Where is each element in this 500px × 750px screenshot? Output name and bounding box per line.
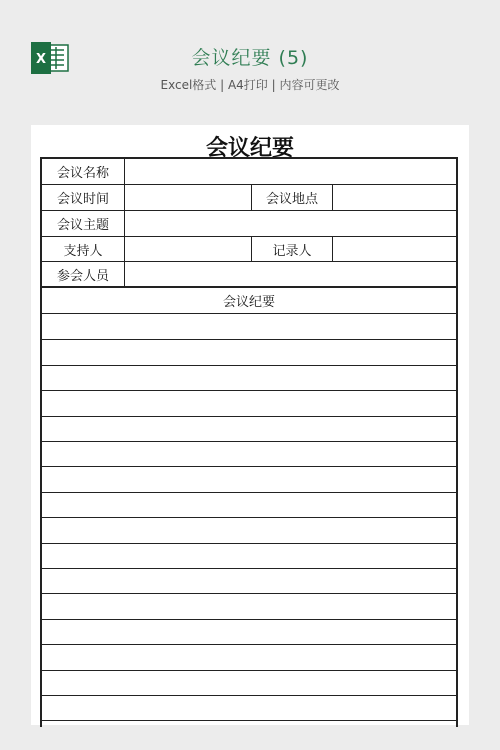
header (0, 0, 500, 118)
input-recorder[interactable] (333, 237, 456, 261)
svg-text:X: X (35, 52, 47, 67)
minutes-row-line (42, 619, 456, 620)
input-meeting-topic[interactable] (125, 211, 456, 236)
label-meeting-time: 会议时间 (56, 192, 109, 207)
label-meeting-name: 会议名称 (56, 166, 109, 181)
minutes-area[interactable] (42, 314, 456, 734)
minutes-row-line (42, 517, 456, 518)
page-title: 会议纪要 (5) (191, 47, 309, 69)
minutes-row-line (42, 365, 456, 366)
label-meeting-place: 会议地点 (265, 192, 318, 207)
minutes-row-line (42, 644, 456, 645)
input-host[interactable] (125, 237, 251, 261)
label-attendees: 参会人员 (56, 268, 109, 284)
minutes-row-line (42, 568, 456, 569)
page-subtitle: Excel格式 | A4打印 | 内容可更改 (160, 78, 340, 92)
minutes-row-line (42, 695, 456, 696)
minutes-row-line (42, 543, 456, 544)
label-meeting-topic: 会议主题 (56, 218, 109, 233)
minutes-row-line (42, 593, 456, 594)
minutes-row-line (42, 466, 456, 467)
input-meeting-time[interactable] (125, 185, 251, 210)
minutes-row-line (42, 441, 456, 442)
form-table (40, 157, 458, 727)
minutes-row-line (42, 416, 456, 417)
minutes-row-line (42, 390, 456, 391)
label-recorder: 记录人 (272, 243, 312, 259)
minutes-row-line (42, 720, 456, 721)
label-host: 支持人 (63, 243, 103, 259)
document-title: 会议纪要 (205, 136, 294, 161)
minutes-row-line (42, 492, 456, 493)
minutes-row-line (42, 670, 456, 671)
input-meeting-place[interactable] (333, 185, 456, 210)
minutes-header: 会议纪要 (222, 295, 275, 310)
input-meeting-name[interactable] (125, 159, 456, 184)
input-attendees[interactable] (125, 262, 456, 286)
minutes-row-line (42, 339, 456, 340)
